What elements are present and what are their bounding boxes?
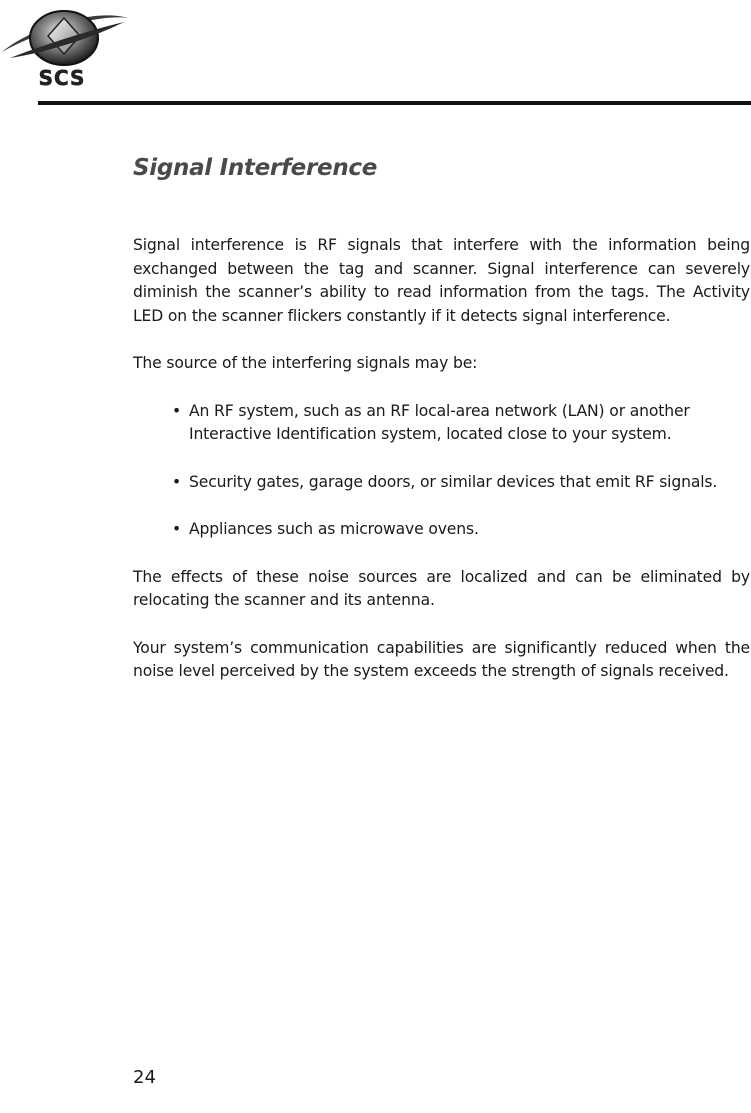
scs-logo (0, 0, 130, 90)
intro-paragraph: Signal interference is RF signals that interfere with the information being exchanged between the tag and scanner. Signal interference can severely diminish the scanner’s ability to read information from the tags. The Activity LED on the scanner flickers constantly if it detects signal interference. (133, 236, 750, 325)
header-rule (38, 101, 751, 105)
section-title: Signal Interference (133, 155, 378, 181)
list-item-text: Appliances such as microwave ovens. (189, 520, 479, 538)
list-item-text: An RF system, such as an RF local-area network (LAN) or another Interactive Identification system, located close to your system. (189, 401, 690, 443)
list-item (133, 471, 750, 495)
list-item (133, 400, 750, 447)
scs-wordmark-text: SCS (38, 68, 86, 90)
source-lead-paragraph: The source of the interfering signals may be: (133, 354, 478, 372)
effects-paragraph: The effects of these noise sources are localized and can be eliminated by relocating the scanner and its antenna. (133, 567, 750, 609)
scs-wordmark (22, 68, 102, 90)
bullet-icon: • (172, 401, 182, 420)
interference-sources-list (133, 400, 750, 542)
list-item (133, 518, 750, 542)
page-content (133, 150, 750, 708)
conclusion-paragraph: Your system’s communication capabilities are significantly reduced when the noise level perceived by the system exceeds the strength of signals received. (133, 638, 750, 680)
page-number: 24 (133, 1067, 156, 1088)
bullet-icon: • (172, 472, 182, 491)
list-item-text: Security gates, garage doors, or similar devices that emit RF signals. (189, 472, 718, 491)
bullet-icon: • (172, 520, 182, 538)
